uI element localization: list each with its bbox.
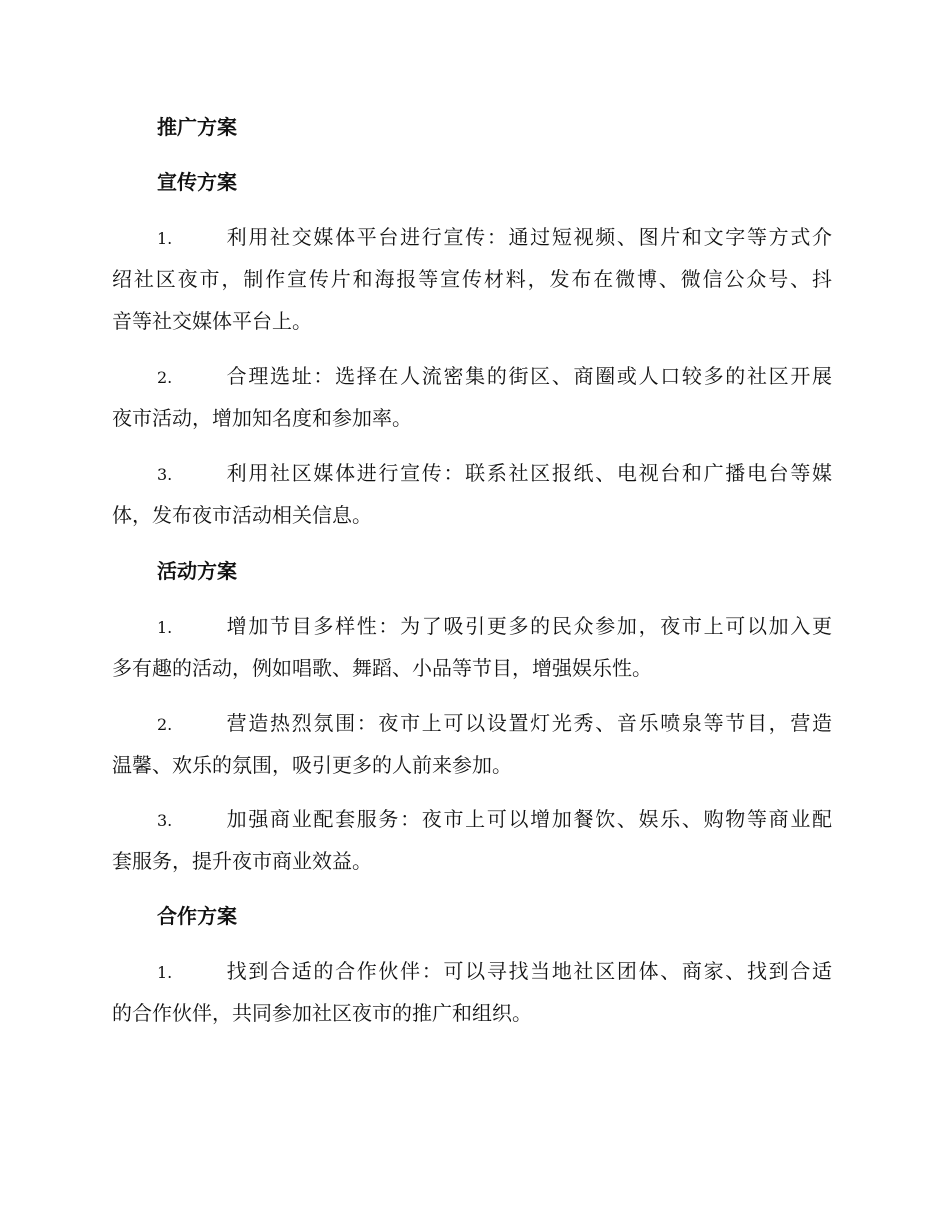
section-heading-activities: 活动方案 [157,559,237,583]
list-item [112,355,832,439]
document-title: 推广方案 [157,115,237,139]
list-item [112,950,832,1034]
item-text-line: 多有趣的活动，例如唱歌、舞蹈、小品等节目，增强娱乐性。 [112,656,652,680]
item-text-line: 利用社交媒体平台进行宣传：通过短视频、图片和文字等方式介 [225,225,832,249]
item-text-line: 合理选址：选择在人流密集的街区、商圈或人口较多的社区开展 [225,364,832,388]
list-item [112,702,832,786]
item-text-line: 夜市活动，增加知名度和参加率。 [112,406,412,430]
item-text-line: 音等社交媒体平台上。 [112,309,312,333]
item-text-line: 的合作伙伴，共同参加社区夜市的推广和组织。 [112,1001,532,1025]
item-text-line: 体，发布夜市活动相关信息。 [112,503,372,527]
item-number: 1. [157,618,173,637]
list-item [112,216,832,342]
section-heading-publicity: 宣传方案 [157,170,237,194]
item-number: 1. [157,229,173,248]
item-number: 2. [157,368,173,387]
item-text-line: 增加节目多样性：为了吸引更多的民众参加，夜市上可以加入更 [225,614,832,638]
item-text-line: 营造热烈氛围：夜市上可以设置灯光秀、音乐喷泉等节目，营造 [225,711,832,735]
item-text-line: 绍社区夜市，制作宣传片和海报等宣传材料，发布在微博、微信公众号、抖 [112,267,832,291]
item-text-line: 找到合适的合作伙伴：可以寻找当地社区团体、商家、找到合适 [225,959,832,983]
list-item [112,798,832,882]
item-number: 2. [157,715,173,734]
item-text-line: 利用社区媒体进行宣传：联系社区报纸、电视台和广播电台等媒 [225,461,832,485]
item-text-line: 加强商业配套服务：夜市上可以增加餐饮、娱乐、购物等商业配 [225,807,832,831]
item-text-line: 温馨、欢乐的氛围，吸引更多的人前来参加。 [112,753,512,777]
list-item [112,605,832,689]
item-number: 3. [157,811,173,830]
list-item [112,452,832,536]
section-heading-cooperation: 合作方案 [157,904,237,928]
item-text-line: 套服务，提升夜市商业效益。 [112,849,372,873]
item-number: 3. [157,465,173,484]
item-number: 1. [157,963,173,982]
